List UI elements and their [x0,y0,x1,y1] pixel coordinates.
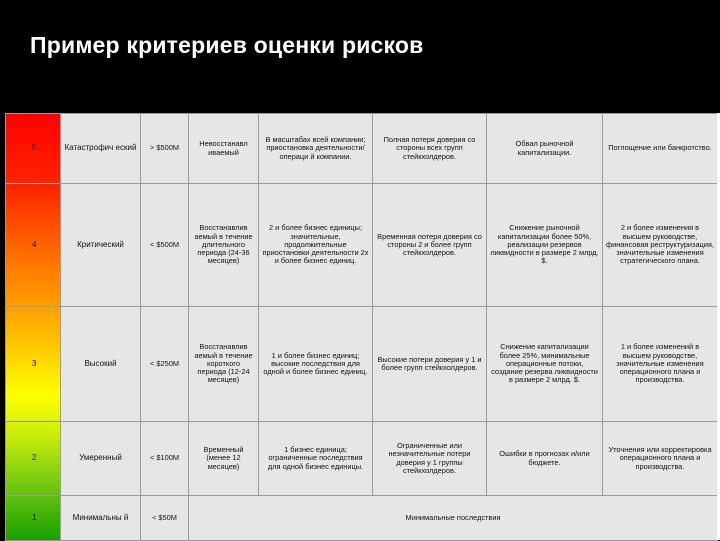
recovery-cell: Невосстанавл иваемый [189,114,259,184]
business-impact-cell: 1 и более бизнес единиц; высокие последствия для одной и более бизнес единиц. [259,307,373,422]
amount-cell: > $500M [141,114,189,184]
amount-cell: < $50M [141,496,189,541]
severity-name-cell: Минимальны й [61,496,141,541]
management-cell: 2 и более изменения в высшем руководстве, финансовая реструктуризация, значительные изменения стратегического плана. [603,184,718,307]
severity-name-cell: Высокий [61,307,141,422]
level-cell: 1 [6,496,61,541]
management-cell: Уточнения или корректировка операционного плана и производства. [603,422,718,496]
market-cap-cell: Обвал рыночной капитализации. [487,114,603,184]
stakeholder-trust-cell: Временная потеря доверия со стороны 2 и более групп стейкхолдеров. [373,184,487,307]
risk-criteria-table-wrap [5,113,717,540]
level-cell: 3 [6,307,61,422]
severity-name-cell: Умеренный [61,422,141,496]
recovery-cell: Восстанавлив аемый в течение короткого периода (12-24 месяцев) [189,307,259,422]
table-row [6,307,718,422]
stakeholder-trust-cell: Высокие потери доверия у 1 и более групп стейкхолдеров. [373,307,487,422]
table-row [6,422,718,496]
amount-cell: < $250M [141,307,189,422]
table-row [6,114,718,184]
market-cap-cell: Снижение рыночной капитализации более 50%, реализации резервов ликвидности в размере 2 млрд. $. [487,184,603,307]
minimal-consequences-cell: Минимальные последствия [189,496,718,541]
table-row [6,184,718,307]
table-row [6,496,718,541]
recovery-cell: Временный (менее 12 месяцев) [189,422,259,496]
stakeholder-trust-cell: Полная потеря доверия со стороны всех групп стейкхолдеров. [373,114,487,184]
risk-criteria-table [5,113,718,541]
management-cell: Поглощение или банкротство. [603,114,718,184]
business-impact-cell: В масштабах всей компании; приостановка деятельности/операци й компании. [259,114,373,184]
recovery-cell: Восстанавлив аемый в течение длительного периода (24-36 месяцев) [189,184,259,307]
business-impact-cell: 1 бизнес единица; ограниченные последствия для одной бизнес единицы. [259,422,373,496]
level-cell: 5 [6,114,61,184]
management-cell: 1 и более изменений в высшем руководстве, значительные изменения операционного плана и производства. [603,307,718,422]
amount-cell: < $100M [141,422,189,496]
market-cap-cell: Ошибки в прогнозах и/или бюджете. [487,422,603,496]
slide-title: Пример критериев оценки рисков [30,32,424,58]
business-impact-cell: 2 и более бизнес единицы; значительные, продолжительные приостановки деятельности 2х и более бизнес единиц. [259,184,373,307]
level-cell: 4 [6,184,61,307]
amount-cell: < $500M [141,184,189,307]
market-cap-cell: Снижение капитализации более 25%, минимальные операционные потоки, создание резерва ликвидности в размере 2 млрд. $. [487,307,603,422]
severity-name-cell: Критический [61,184,141,307]
level-cell: 2 [6,422,61,496]
severity-name-cell: Катастрофич еский [61,114,141,184]
stakeholder-trust-cell: Ограниченные или незначительные потери доверия у 1 группы стейкхолдеров. [373,422,487,496]
